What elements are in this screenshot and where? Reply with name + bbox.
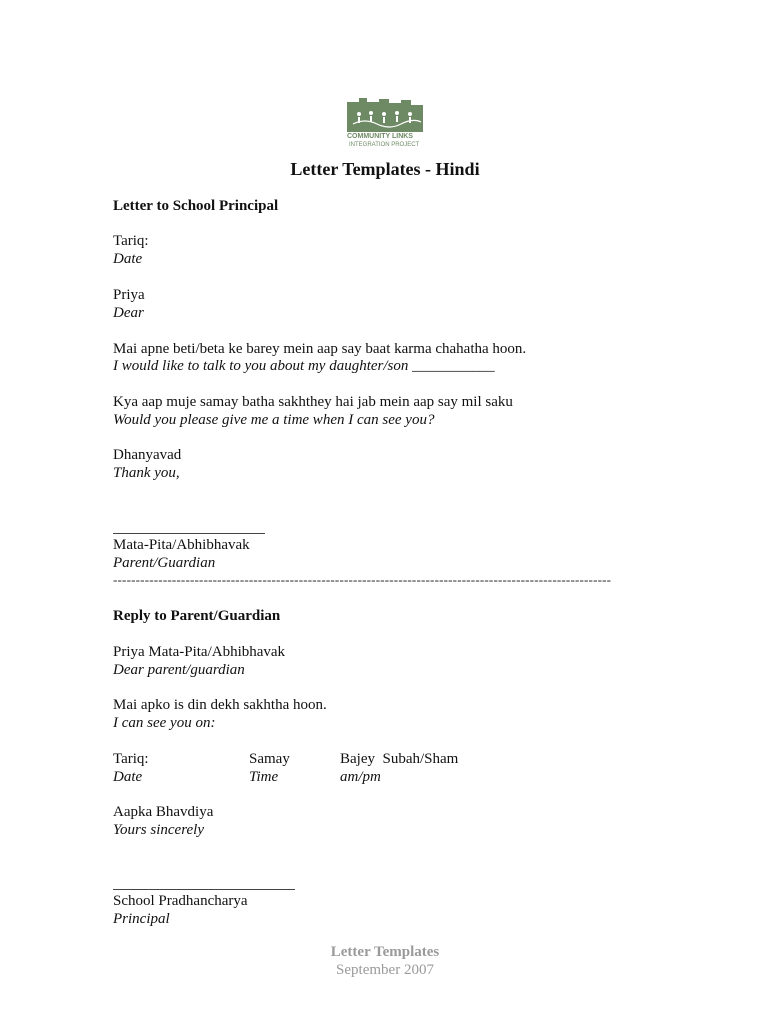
letter2-ampm-en: am/pm <box>340 769 381 785</box>
letter1-para1-en: I would like to talk to you about my daughter/son ___________ <box>113 358 495 374</box>
letter2-signature-line <box>113 889 295 890</box>
letter1-heading: Letter to School Principal <box>113 198 279 214</box>
letter2-date-en: Date <box>113 769 143 785</box>
letter2-time-hindi: Samay <box>249 751 290 767</box>
community-links-logo <box>345 96 427 152</box>
letter1-signature-line <box>113 533 265 534</box>
letter1-thanks-hindi: Dhanyavad <box>113 447 182 463</box>
letter2-closing-hindi: Aapka Bhavdiya <box>113 804 214 820</box>
letter1-sig-en: Parent/Guardian <box>113 555 216 571</box>
letter2-dear-en: Dear parent/guardian <box>113 662 245 678</box>
letter2-dear-hindi: Priya Mata-Pita/Abhibhavak <box>113 644 286 660</box>
letter2-sig-en: Principal <box>113 911 170 927</box>
letter1-dear-en: Dear <box>113 305 144 321</box>
letter1-date-en: Date <box>113 251 143 267</box>
letter1-sig-hindi: Mata-Pita/Abhibhavak <box>113 537 250 553</box>
footer-title: Letter Templates <box>330 944 440 960</box>
letter1-para1-hindi: Mai apne beti/beta ke barey mein aap say baat karma chahatha hoon. <box>113 341 527 357</box>
letter1-para2-hindi: Kya aap muje samay batha sakhthey hai jab mein aap say mil saku <box>113 394 513 410</box>
section-separator: -------------------------------------------------------------------------------------------------------------- <box>113 572 612 587</box>
letter2-closing-en: Yours sincerely <box>113 822 204 838</box>
letter2-para1-en: I can see you on: <box>113 715 216 731</box>
letter1-para2-en: Would you please give me a time when I can see you? <box>113 412 435 428</box>
letter1-date-hindi: Tariq: <box>113 233 149 249</box>
letter2-time-en: Time <box>249 769 279 785</box>
letter1-thanks-en: Thank you, <box>113 465 180 481</box>
page-title: Letter Templates - Hindi <box>290 159 480 179</box>
logo-text-line1: COMMUNITY LINKS <box>347 133 413 140</box>
letter2-heading: Reply to Parent/Guardian <box>113 608 281 624</box>
letter2-date-hindi: Tariq: <box>113 751 149 767</box>
letter2-sig-hindi: School Pradhancharya <box>113 893 248 909</box>
logo-text-line2: INTEGRATION PROJECT <box>349 142 420 148</box>
footer-date: September 2007 <box>336 962 434 978</box>
letter1-dear-hindi: Priya <box>113 287 145 303</box>
letter2-ampm-hindi: Bajey Subah/Sham <box>340 751 459 767</box>
letter2-para1-hindi: Mai apko is din dekh sakhtha hoon. <box>113 697 327 713</box>
